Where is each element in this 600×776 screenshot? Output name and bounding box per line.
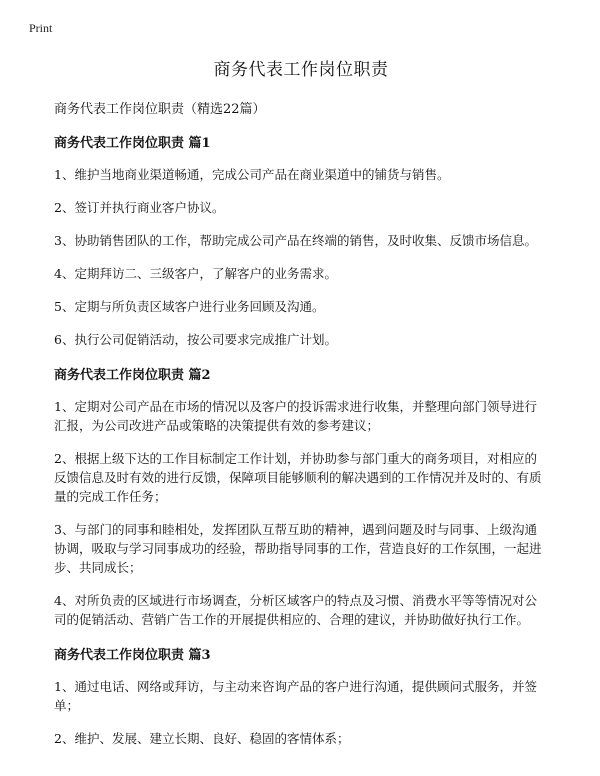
paragraph: 5、定期与所负责区域客户进行业务回顾及沟通。 <box>54 299 325 314</box>
paragraph: 2、签订并执行商业客户协议。 <box>54 200 225 215</box>
paragraph: 4、定期拜访二、三级客户，了解客户的业务需求。 <box>54 266 337 281</box>
document-title: 商务代表工作岗位职责 <box>213 60 389 80</box>
paragraph: 2、维护、发展、建立长期、良好、稳固的客情体系； <box>54 731 350 746</box>
paragraph: 4、对所负责的区域进行市场调查，分析区域客户的特点及习惯、消费水平等等情况对公司的促销活动、营销广告工作的开展提供相应的、合理的建议，并协助做好执行工作。 <box>54 593 537 627</box>
section-heading: 商务代表工作岗位职责 篇2 <box>54 368 211 383</box>
section-heading: 商务代表工作岗位职责 篇1 <box>54 136 211 151</box>
document-subtitle: 商务代表工作岗位职责（精选22篇） <box>54 102 266 117</box>
section-heading: 商务代表工作岗位职责 篇3 <box>54 648 211 663</box>
paragraph: 2、根据上级下达的工作目标制定工作计划，并协助参与部门重大的商务项目，对相应的反馈信息及时有效的进行反馈，保障项目能够顺利的解决遇到的工作情况并及时的、有质量的完成工作任务； <box>54 451 542 504</box>
paragraph: 6、执行公司促销活动，按公司要求完成推广计划。 <box>54 332 337 347</box>
paragraph: 3、协助销售团队的工作，帮助完成公司产品在终端的销售，及时收集、反馈市场信息。 <box>54 233 537 248</box>
section-2 <box>54 364 548 629</box>
paragraph: 1、维护当地商业渠道畅通，完成公司产品在商业渠道中的铺货与销售。 <box>54 167 450 182</box>
paragraph: 3、与部门的同事和睦相处，发挥团队互帮互助的精神，遇到问题及时与同事、上级沟通协调，吸取与学习同事成功的经验，帮助指导同事的工作，营造良好的工作氛围，一起进步、共同成长； <box>54 522 542 575</box>
section-3 <box>54 644 548 748</box>
section-1 <box>54 132 548 349</box>
paragraph: 1、定期对公司产品在市场的情况以及客户的投诉需求进行收集，并整理向部门领导进行汇报，为公司改进产品或策略的决策提供有效的参考建议； <box>54 399 537 433</box>
print-label[interactable]: Print <box>29 21 53 35</box>
paragraph: 1、通过电话、网络或拜访，与主动来咨询产品的客户进行沟通，提供顾问式服务，并签单； <box>54 679 537 713</box>
